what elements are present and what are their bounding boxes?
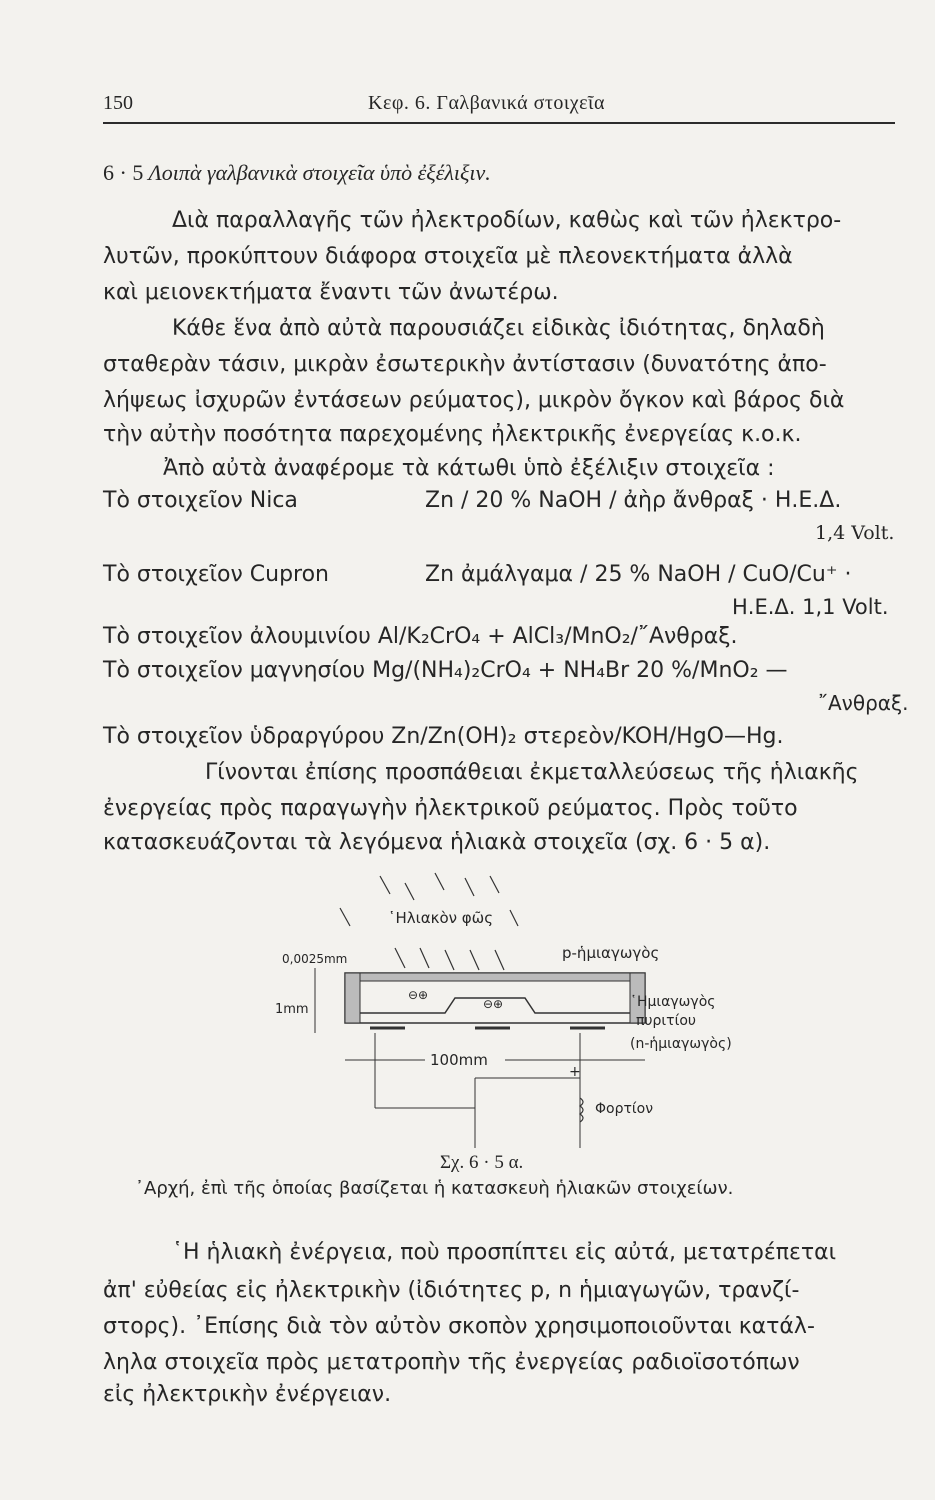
para-line: Κάθε ἕνα ἀπὸ αὐτὰ παρουσιάζει εἰδικὰς ἰδιότητας, δηλαδὴ — [172, 316, 825, 341]
nica-formula: Zn / 20 % NaOH / ἀὴρ ἄνθραξ · Η.Ε.Δ. — [425, 488, 842, 513]
n-type-label: ῾Ημιαγωγὸς — [630, 994, 716, 1010]
magnesium-cell-end: ῎Ανθραξ. — [818, 691, 909, 715]
magnesium-cell: Τὸ στοιχεῖον μαγνησίου Mg/(NH₄)₂CrO₄ + NH₄Br 20 %/MnO₂ — — [103, 658, 788, 683]
para-line: κατασκευάζονται τὰ λεγόμενα ἡλιακὰ στοιχεῖα (σχ. 6 · 5 α). — [103, 830, 771, 855]
para-line: σταθερὰν τάσιν, μικρὰν ἐσωτερικὴν ἀντίστασιν (δυνατότης ἀπο- — [103, 352, 827, 377]
para-line: ληλα στοιχεῖα πρὸς μετατροπὴν τῆς ἐνεργείας ραδιοϊσοτόπων — [103, 1350, 800, 1375]
para-line: Ἀπὸ αὐτὰ ἀναφέρομε τὰ κάτωθι ὑπὸ ἐξέλιξιν στοιχεῖα : — [163, 456, 775, 481]
carrier-symbols: ⊖⊕ — [483, 997, 504, 1011]
solar-cell-diagram — [275, 868, 740, 1163]
page-number: 150 — [103, 92, 133, 114]
para-line: ἀπ' εὐθείας εἰς ἠλεκτρικὴν (ἰδιότητες p, n ἡμιαγωγῶν, τρανζί- — [103, 1278, 800, 1303]
nica-volt: 1,4 Volt. — [815, 522, 895, 544]
para-line: ἐνεργείας πρὸς παραγωγὴν ἠλεκτρικοῦ ρεύματος. Πρὸς τοῦτο — [103, 796, 798, 821]
load-label: Φορτίον — [595, 1101, 654, 1117]
para-line: καὶ μειονεκτήματα ἔναντι τῶν ἀνωτέρω. — [103, 280, 559, 305]
section-title: Λοιπὰ γαλβανικὰ στοιχεῖα ὑπὸ ἐξέλιξιν. — [148, 160, 491, 185]
para-line: Διὰ παραλλαγῆς τῶν ἠλεκτροδίων, καθὼς καὶ τῶν ἠλεκτρο- — [172, 208, 842, 233]
cupron-formula: Zn ἀμάλγαμα / 25 % NaOH / CuO/Cu⁺ · — [425, 562, 852, 587]
sunlight-label: ῾Ηλιακὸν φῶς — [388, 909, 494, 927]
para-line: λήψεως ἰσχυρῶν ἐντάσεων ρεύματος), μικρὸν ὄγκον καὶ βάρος διὰ — [103, 388, 845, 413]
nica-label: Τὸ στοιχεῖον Nica — [103, 488, 298, 513]
para-line: ῾Η ἡλιακὴ ἐνέργεια, ποὺ προσπίπτει εἰς αὐτά, μετατρέπεται — [172, 1240, 837, 1265]
n-type-label: (n-ἡμιαγωγὸς) — [630, 1036, 732, 1052]
section-heading — [103, 158, 491, 188]
para-line: λυτῶν, προκύπτουν διάφορα στοιχεῖα μὲ πλεονεκτήματα ἀλλὰ — [103, 244, 793, 269]
running-title: Κεφ. 6. Γαλβανικά στοιχεῖα — [368, 92, 605, 114]
thickness-label: 0,0025mm — [282, 952, 348, 966]
cupron-label: Τὸ στοιχεῖον Cupron — [103, 562, 330, 587]
para-line: Γίνονται ἐπίσης προσπάθειαι ἐκμεταλλεύσεως τῆς ἡλιακῆς — [205, 760, 859, 785]
figure-number: Σχ. 6 · 5 α. — [440, 1152, 524, 1173]
height-label: 1mm — [275, 1002, 309, 1017]
n-type-label: πυριτίου — [636, 1013, 696, 1029]
figure-caption: ᾿Αρχή, ἐπὶ τῆς ὁποίας βασίζεται ἡ κατασκευὴ ἡλιακῶν στοιχείων. — [135, 1178, 734, 1199]
aluminium-cell: Τὸ στοιχεῖον ἀλουμινίου Al/K₂CrO₄ + AlCl₃/MnO₂/῎Ανθραξ. — [103, 624, 738, 649]
carrier-symbols: ⊖⊕ — [408, 988, 429, 1002]
section-number: 6 · 5 — [103, 160, 144, 185]
para-line: τὴν αὐτὴν ποσότητα παρεχομένης ἠλεκτρικῆς ἐνεργείας κ.ο.κ. — [103, 422, 802, 447]
plus-sign: + — [569, 1064, 581, 1080]
para-line: στορς). ᾿Επίσης διὰ τὸν αὐτὸν σκοπὸν χρησιμοποιοῦνται κατάλ- — [103, 1314, 815, 1339]
cupron-volt: Η.Ε.Δ. 1,1 Volt. — [732, 595, 889, 619]
header-rule — [103, 122, 895, 124]
para-line: εἰς ἠλεκτρικὴν ἐνέργειαν. — [103, 1382, 392, 1407]
p-type-label: p-ἡμιαγωγὸς — [562, 944, 660, 962]
width-label: 100mm — [430, 1051, 488, 1069]
mercury-cell: Τὸ στοιχεῖον ὑδραργύρου Zn/Zn(OH)₂ στερεὸν/KOH/HgO—Hg. — [103, 724, 784, 749]
